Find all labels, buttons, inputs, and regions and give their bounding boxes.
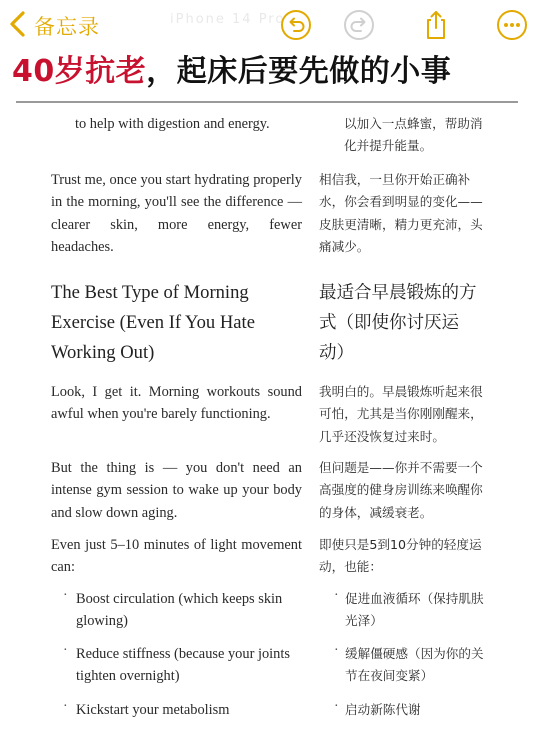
back-button[interactable] [6, 8, 100, 44]
bullet-marker: · [63, 699, 68, 714]
navigation-bar [0, 0, 540, 52]
title-divider [16, 101, 518, 103]
list-item-zh-2: 启动新陈代谢 [345, 702, 421, 717]
title-highlight: 40岁抗老 [12, 54, 147, 89]
paragraph-en-2: Look, I get it. Morning workouts sound awful when you're barely functioning. [51, 384, 302, 423]
list-item-zh-1: 缓解僵硬感（因为你的关节在夜间变紧） [345, 646, 484, 684]
title-rest: ，起床后要先做的小事 [146, 54, 452, 89]
bullet-marker: · [63, 643, 68, 658]
section-heading-zh: 最适合早晨锻炼的方式（即使你讨厌运动） [319, 283, 477, 363]
paragraph-en-0: to help with digestion and energy. [75, 116, 270, 132]
paragraph-en-1: Trust me, once you start hydrating properly in the morning, you'll see the difference — clearer skin, more energy, fewer headaches. [51, 172, 302, 256]
bullet-marker: · [334, 699, 339, 714]
paragraph-en-3: But the thing is — you don't need an intense gym session to wake up your body and slow down aging. [51, 460, 302, 521]
paragraph-zh-2: 我明白的。早晨锻炼听起来很可怕，尤其是当你刚刚醒来，几乎还没恢复过来时。 [319, 384, 483, 444]
bullet-marker: · [63, 588, 68, 603]
paragraph-en-4: Even just 5–10 minutes of light movement can: [51, 537, 302, 576]
share-button[interactable] [420, 9, 452, 41]
undo-button[interactable] [280, 9, 312, 41]
more-button[interactable] [496, 9, 528, 41]
list-item-en-2: Kickstart your metabolism [76, 702, 230, 718]
section-heading-en: The Best Type of Morning Exercise (Even If You Hate Working Out) [51, 282, 255, 363]
bullet-marker: · [334, 588, 339, 603]
list-item-en-1: Reduce stiffness (because your joints tighten overnight) [76, 646, 290, 685]
redo-button[interactable] [343, 9, 375, 41]
paragraph-zh-4: 即使只是5到10分钟的轻度运动，也能： [319, 537, 482, 575]
list-item-zh-0: 促进血液循环（保持肌肤光泽） [345, 591, 484, 629]
paragraph-zh-3: 但问题是——你并不需要一个高强度的健身房训练来唤醒你的身体，减缓衰老。 [319, 460, 483, 520]
paragraph-zh-0: 以加入一点蜂蜜，帮助消化并提升能量。 [344, 116, 483, 154]
share-icon [420, 9, 452, 41]
list-item-en-0: Boost circulation (which keeps skin glowing) [76, 591, 283, 630]
ghost-watermark-text: iPhone 14 Pro [170, 12, 286, 27]
page-title [12, 50, 532, 94]
undo-icon [280, 9, 312, 41]
bullet-marker: · [334, 643, 339, 658]
back-label: 备忘录 [34, 15, 100, 39]
paragraph-zh-1: 相信我，一旦你开始正确补水，你会看到明显的变化——皮肤更清晰，精力更充沛，头痛减少。 [319, 172, 483, 255]
redo-icon [343, 9, 375, 41]
chevron-left-icon [6, 9, 30, 43]
more-icon [496, 9, 528, 41]
